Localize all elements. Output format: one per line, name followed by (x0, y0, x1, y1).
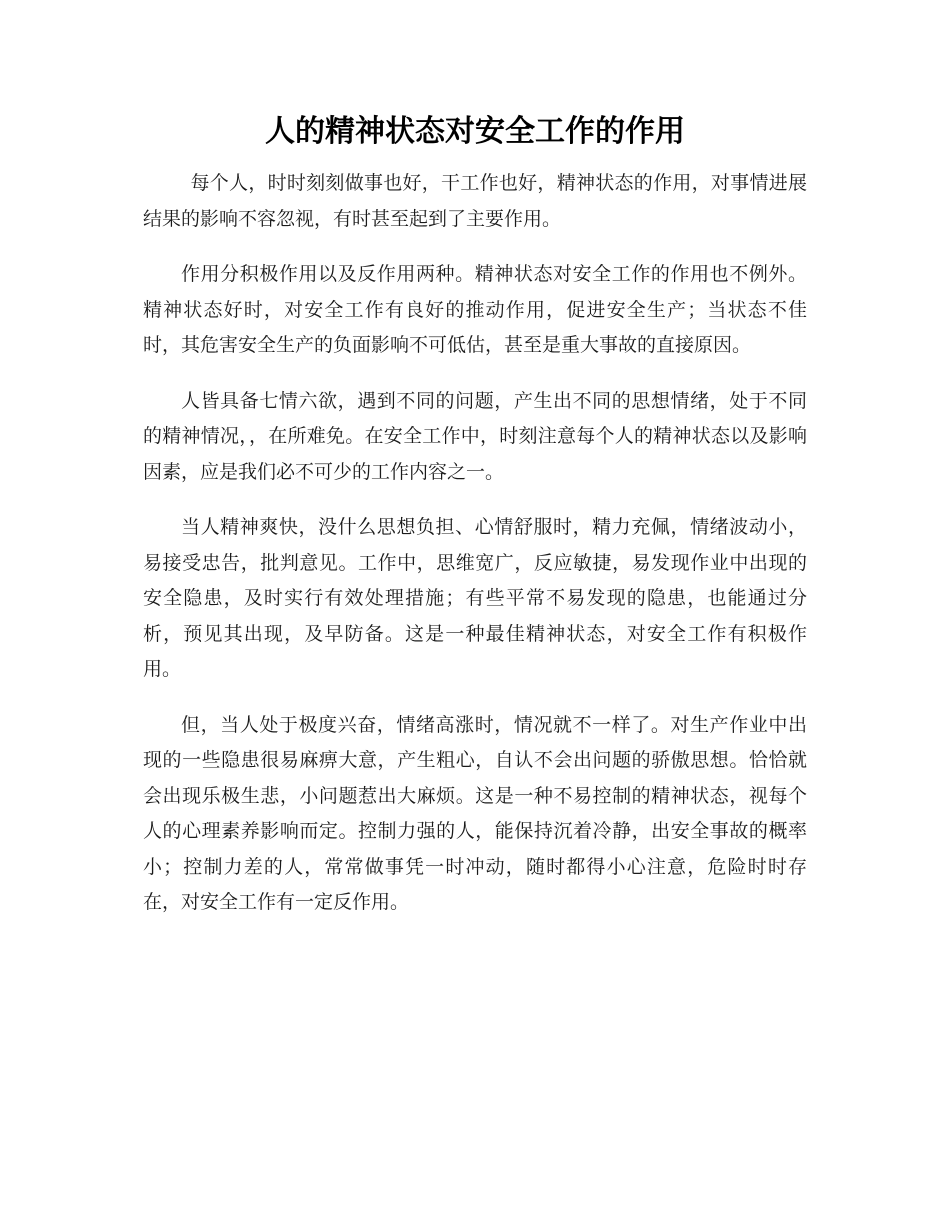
paragraph-3: 人皆具备七情六欲，遇到不同的问题，产生出不同的思想情绪，处于不同的精神情况，，在所难免。在安全工作中，时刻注意每个人的精神状态以及影响因素，应是我们必不可少的工作内容之一。 (143, 389, 807, 483)
paragraph-5: 但，当人处于极度兴奋，情绪高涨时，情况就不一样了。对生产作业中出现的一些隐患很易麻痹大意，产生粗心，自认不会出问题的骄傲思想。恰恰就会出现乐极生悲，小问题惹出大麻烦。这是一种不易控制的精神状态，视每个人的心理素养影响而定。控制力强的人，能保持沉着冷静，出安全事故的概率小；控制力差的人，常常做事凭一时冲动，随时都得小心注意，危险时时存在，对安全工作有一定反作用。 (143, 713, 807, 913)
paragraph-4: 当人精神爽快，没什么思想负担、心情舒服时，精力充佩，情绪波动小，易接受忠告，批判意见。工作中，思维宽广，反应敏捷，易发现作业中出现的安全隐患，及时实行有效处理措施；有些平常不易发现的隐患，也能通过分析，预见其出现，及早防备。这是一种最佳精神状态，对安全工作有积极作用。 (143, 516, 807, 680)
document-body (143, 166, 807, 941)
paragraph-2: 作用分积极作用以及反作用两种。精神状态对安全工作的作用也不例外。精神状态好时，对安全工作有良好的推动作用，促进安全生产；当状态不佳时，其危害安全生产的负面影响不可低估，甚至是重大事故的直接原因。 (143, 263, 807, 356)
document-title: 人的精神状态对安全工作的作用 (265, 114, 685, 149)
paragraph-1: 每个人，时时刻刻做事也好，干工作也好，精神状态的作用，对事情进展结果的影响不容忽视，有时甚至起到了主要作用。 (143, 172, 807, 230)
